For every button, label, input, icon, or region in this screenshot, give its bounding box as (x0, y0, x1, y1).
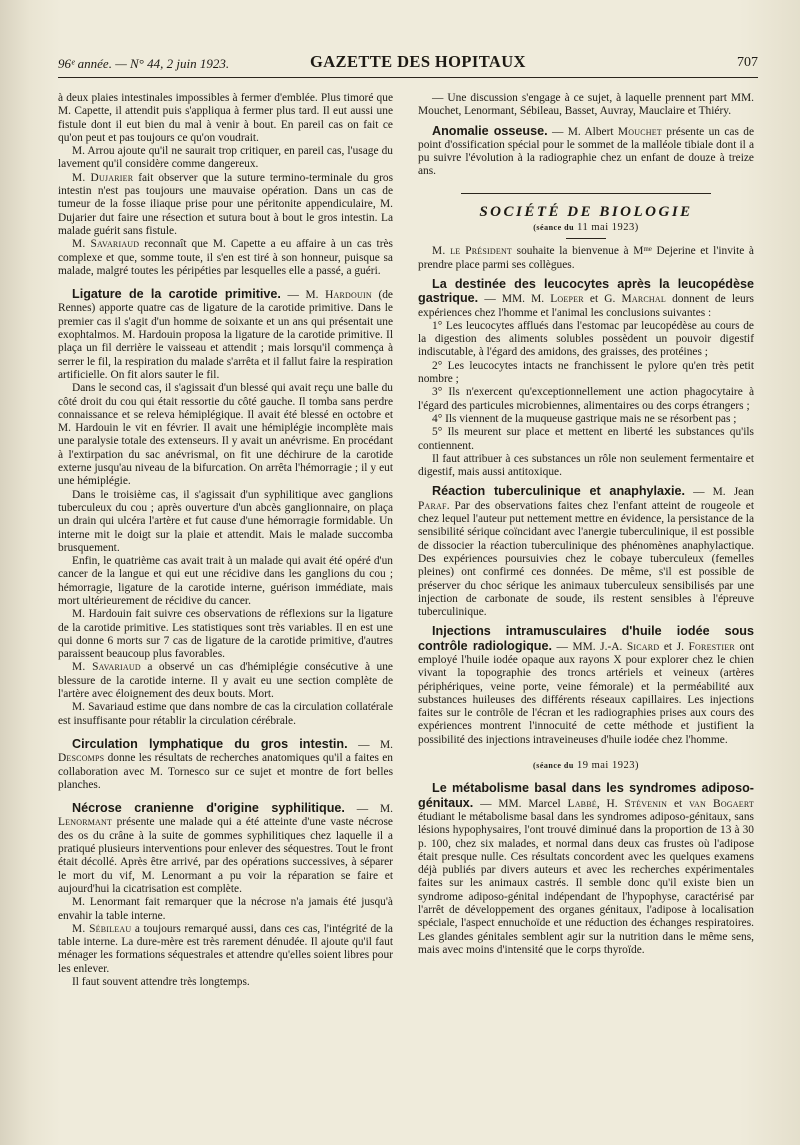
paragraph: M. Sébileau a toujours remarqué aussi, dans ces cas, l'intégrité de la table interne. La dure-mère est très rarement dénudée. Il ajoute qu'il faut ménager les formations séquestrales et attendre qu'elles soient libres pour les enlever. (58, 922, 393, 975)
section-paragraph: Nécrose cranienne d'origine syphilitique. — M. Lenormant présente une malade qui a été atteinte d'une vaste nécrose des os du crâne à la suite de gommes syphilitiques chez laquelle il a pratiqué plusieurs interventions pour enlever des séquestres. Tout le front était décollé. Après être arrivé, par des opérations successives, à séparer le mort du vif, M. Lenormant a pu voir la réparation se faire et aujourd'hui la cicatrisation est complète. (58, 801, 394, 895)
author-name: Stévenin (624, 797, 668, 810)
paragraph: M. Savariaud estime que dans nombre de cas la circulation collatérale est insuffisante pour rétablir la circulation cérébrale. (58, 701, 393, 727)
page-header (58, 50, 758, 76)
paragraph: M. le Président souhaite la bienvenue à Mᵐᵉ Dejerine et l'invite à prendre place parmi ses collègues. (418, 245, 754, 271)
author-name: Loeper (550, 293, 584, 306)
section-paragraph: La destinée des leucocytes après la leucopédèse gastrique. — MM. M. Loeper et G. Marchal donnent de leurs expériences chez l'homme et l'animal les conclusions suivantes : (418, 276, 754, 319)
issue-info: 96ᵉ année. — N° 44, 2 juin 1923. (58, 56, 230, 71)
author-name: Lenormant (58, 816, 113, 829)
section-heading: Nécrose cranienne d'origine syphilitique. (72, 801, 345, 816)
list-item: 2° Les leucocytes intacts ne franchissent le pylore qu'en très petit nombre ; (418, 359, 754, 386)
list-item: 1° Les leucocytes afflués dans l'estomac par leucopédèse au cours de la digestion des aliments solubles possèdent un pouvoir digestif indiscutable, à l'égard des amidons, des graisses, des protéines ; (418, 319, 754, 359)
section-heading: Circulation lymphatique du gros intestin. (72, 736, 348, 751)
section-paragraph: Le métabolisme basal dans les syndromes adiposo-génitaux. — MM. Marcel Labbé, H. Stévenin et van Bogaert étudiant le métabolisme basal dans les syndromes adiposo-génitaux, sans lésions hypophysaires, l'ont trouvé diminué dans la proportion de 13 à 30 p. 100, chez six malades, et normal dans deux cas frustes où l'adipose était presque nulle. Ces résultats concordent avec les quelques examens déjà publiés par divers auteurs et avec les recherches expérimentales faites sur les animaux castrés. Il semble donc qu'il existe bien un syndrome adiposo-génital indépendant de l'hypophyse, caractérisé par l'arrêt de développement des organes génitaux, l'adipose à localisation spéciale, l'aspect ennuchoïde et une réduction des échanges respiratoires. Les glandes génitales semblent agir sur la nutrition dans le même sens, mais avec moins d'intensité que le corps thyroïde. (418, 781, 754, 956)
list-item: 5° Ils meurent sur place et mettent en liberté les substances qu'ils contiennent. (418, 426, 754, 452)
list-item: 4° Ils viennent de la muqueuse gastrique mais ne se résorbent pas ; (432, 412, 737, 425)
paragraph: Il faut souvent attendre très longtemps. (72, 976, 250, 988)
paragraph: — Une discussion s'engage à ce sujet, à laquelle prennent part MM. Mouchet, Lenormant, Sébileau, Basset, Auvray, Mauclaire et Thiéry. (418, 92, 754, 118)
section-divider (461, 193, 711, 194)
paragraph: M. Lenormant fait remarquer que la nécrose n'a jamais été jusqu'à envahir la table interne. (58, 896, 393, 922)
list-item: 3° Ils n'exercent qu'exceptionnellement une action phagocytaire à l'égard des particules microbiennes, alimentaires ou des corps étrangers ; (418, 386, 754, 412)
section-heading: Réaction tuberculinique et anaphylaxie. (432, 484, 686, 499)
section-heading: Anomalie osseuse. (432, 123, 548, 138)
paragraph: M. Savariaud a observé un cas d'hémiplégie consécutive à une blessure de la carotide interne. Il y avait eu une section complète de l'artère avec éloignement des deux bouts. Mort. (58, 661, 393, 701)
journal-title: GAZETTE DES HOPITAUX (310, 52, 526, 71)
author-name: van Bogaert (689, 797, 754, 810)
session-date: (séance du 19 mai 1923) (533, 760, 639, 772)
paragraph: M. Hardouin fait suivre ces observations de réflexions sur la ligature de la carotide primitive. Les statistiques sont très variables. Il en est une qui donne 6 morts sur 7 cas de ligature de la carotide primitive, d'autres paraissent beaucoup plus favorables. (58, 608, 393, 661)
speaker-name: M. le Président (432, 245, 513, 258)
section-paragraph: Circulation lymphatique du gros intestin. — M. Descomps donne les résultats de recherches anatomiques qu'il a faites en collaboration avec M. Tornesco sur ce sujet et montre de fort belles planches. (58, 736, 393, 791)
right-column (418, 92, 754, 957)
author-name: Hardouin (325, 289, 372, 302)
section-heading: La destinée des leucocytes après la leucopédèse gastrique. (418, 276, 754, 306)
author-name: Labbé (567, 797, 597, 810)
speaker-name: M. Sébileau (72, 922, 132, 935)
section-heading: Le métabolisme basal dans les syndromes adiposo-génitaux. (418, 781, 754, 810)
author-name: Descomps (58, 752, 105, 765)
paragraph: M. Arrou ajoute qu'il ne saurait trop critiquer, en pareil cas, l'usage du lavement qu'il considère comme dangereux. (58, 145, 393, 171)
society-title: SOCIÉTÉ DE BIOLOGIE (479, 203, 693, 220)
author-name: Paraf (418, 499, 447, 512)
section-paragraph: Anomalie osseuse. — M. Albert Mouchet présente un cas de point d'ossification spécial pour le sommet de la malléole tibiale dont il a pu suivre l'évolution à la radiographie chez un enfant de douze à treize ans. (418, 123, 755, 178)
paragraph: Enfin, le quatrième cas avait trait à un malade qui avait été opéré d'un cancer de la langue et qui eut une récidive dans les ganglions du cou ; hémorragie, ligature de la carotide interne, guérison immédiate, mais mort ultérieurement de récidive du cancer. (58, 555, 393, 607)
paragraph: à deux plaies intestinales impossibles à fermer d'emblée. Plus timoré que M. Capette, il attendit puis s'appliqua à fermer plus tard. Il eut aussi une fistule dont il eut bien du mal à venir à bout. En pareil cas on fait ce qu'on peut et pas toujours ce qu'on voudrait. (58, 92, 393, 144)
author-name: Forestier (688, 640, 735, 653)
author-name: Sicard (626, 640, 660, 653)
paragraph: Dans le second cas, il s'agissait d'un blessé qui avait reçu une balle du côté droit du cou qui était ressortie du côté gauche. Il tomba sans perdre connaissance et se releva hémiplégique. Il avait été blessé en octobre et M. Hardouin le vit en février. Il avait une hémiplégie incomplète mais une paralysie totale des extenseurs. Il y avait un anévrisme. En procédant à l'extirpation du sac anévrismal, on fit une déchirure de la carotide externe jusqu'au niveau de la bifurcation. On arrêta l'hémorragie ; il y eut une hémiplégie. (58, 382, 393, 488)
speaker-name: M. Savariaud (72, 238, 140, 251)
header-rule (58, 77, 758, 78)
section-paragraph: Ligature de la carotide primitive. — M. Hardouin (de Rennes) apporte quatre cas de ligature de la carotide primitive. Dans le premier cas il s'agit d'un homme de soixante et un ans qui présentait une exophtalmos. M. Hardouin proposa la ligature de la carotide primitive. Il plaça un fil derrière le vaisseau et attendit ; mais lorsqu'il commença à serrer le fil, la respiration du malade s'arrêta et il fallut faire la respiration artificielle. On fit alors sauter le fil. (58, 287, 393, 381)
speaker-name: M. Dujarier (72, 171, 134, 184)
paragraph: Dans le troisième cas, il s'agissait d'un syphilitique avec ganglions tuberculeux du cou ; après ouverture d'un abcès ganglionnaire, on plaça un drain qui ulcéra l'artère et fut cause d'une hémorragie formidable. Un interne mit le doigt sur la plaie et attendit. Mais le malade succomba brusquement. (58, 488, 393, 554)
page-number: 707 (737, 55, 758, 70)
author-name: Marchal (621, 293, 666, 306)
paragraph: M. Savariaud reconnaît que M. Capette a eu affaire à un cas très complexe et que, somme toute, il s'en est tiré à son honneur, puisque sa malade, malgré toutes les péripéties par lesquelles elle a passé, a guéri. (58, 238, 393, 277)
left-column (58, 92, 393, 989)
section-paragraph: Réaction tuberculinique et anaphylaxie. — M. Jean Paraf. Par des observations faites chez l'enfant atteint de rougeole et chez lequel l'auteur put nettement mettre en évidence, la persistance de la sensibilité sérique coïncidant avec l'anergie tuberculinique, il est possible de dissocier la réaction tuberculinique des phénomènes anaphylactique. Des expériences poursuivies chez le cobaye tuberculeux (femelles pleines) ont confirmé ces données. De même, s'il est possible de préserver du choc sérique les animaux tuberculeux sensibilisés par une injection de carbonate de soude, ils restent sensibles à l'épreuve tuberculinique. (418, 484, 754, 619)
section-paragraph: Injections intramusculaires d'huile iodée sous contrôle radiologique. — MM. J.-A. Sicard et J. Forestier ont employé l'huile iodée opaque aux rayons X pour explorer chez le chien vivant la topographie des troncs artériels et veineux (artères périphériques, veine porte, veine fémorale) et la perméabilité aux substances huileuses des différents réseaux capillaires. Les injections faites sur le contrôle de l'écran et les radiographies prises aux cours des expériences montrent l'innocuité de cette méthode et justifient la possibilité des injections intraveineuses d'huile iodée chez l'homme. (418, 624, 754, 746)
short-divider (566, 238, 606, 239)
speaker-name: M. Savariaud (72, 661, 141, 674)
paragraph: Il faut attribuer à ces substances un rôle non seulement fermentaire et digestif, mais aussi antitoxique. (418, 452, 754, 479)
section-heading: Injections intramusculaires d'huile iodée sous contrôle radiologique. (418, 624, 754, 653)
session-date: (séance du 11 mai 1923) (533, 222, 639, 234)
author-name: Mouchet (617, 125, 662, 138)
paragraph: M. Dujarier fait observer que la suture termino-terminale du gros intestin n'est pas toujours une mauvaise opération. Dans un cas de tumeur de la fosse iliaque prise pour une péritonite appendiculaire, M. Dujarier dut faire une résection et sutura bout à bout le gros intestin. La malade guérit sans fistule. (58, 171, 394, 237)
section-heading: Ligature de la carotide primitive. (72, 287, 281, 302)
